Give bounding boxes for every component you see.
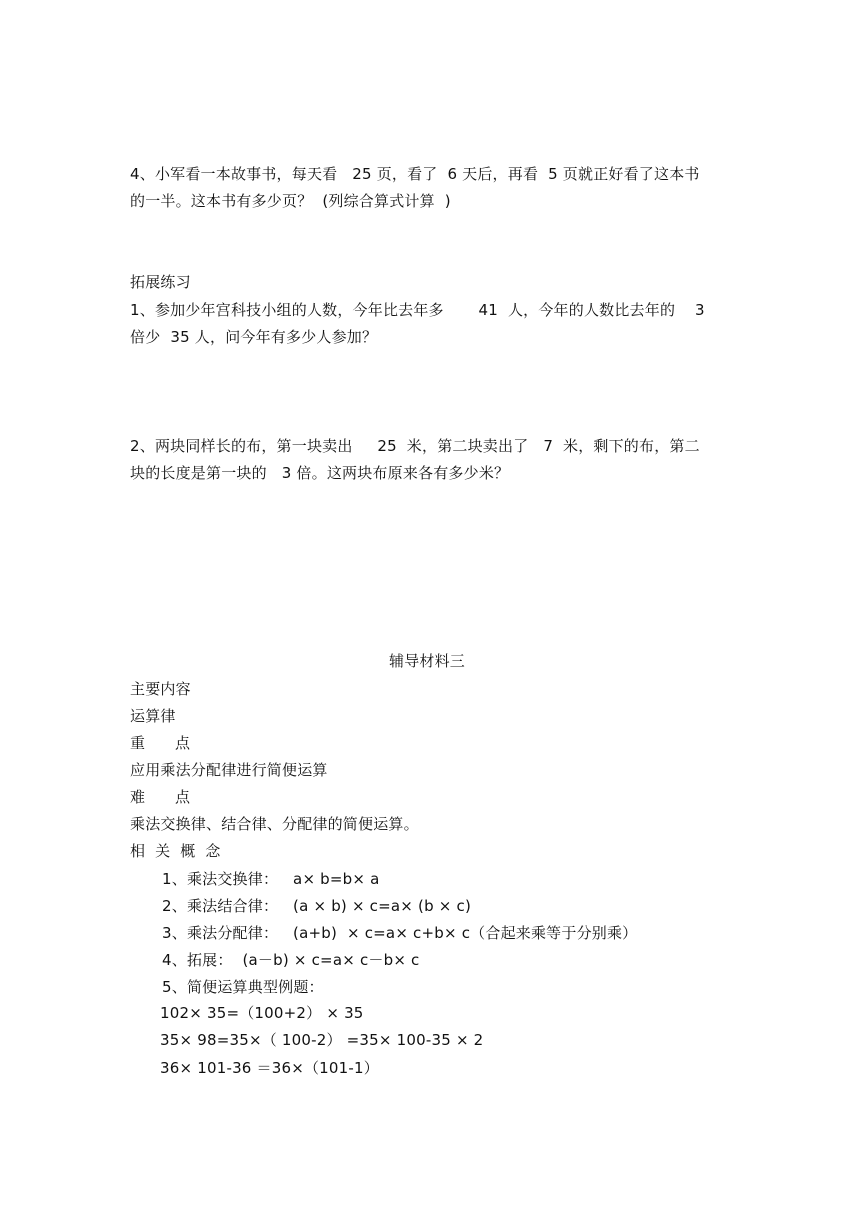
extension-heading: 拓展练习: [130, 273, 191, 291]
material-title: 辅导材料三: [389, 652, 466, 670]
difficulty-label: 难 点: [130, 788, 191, 806]
difficulty: 乘法交换律、结合律、分配律的简便运算。: [130, 815, 419, 833]
problem-4-line-1: 4、小军看一本故事书，每天看 25 页，看了 6 天后，再看 5 页就正好看了这本书: [130, 165, 700, 183]
main-content-label: 主要内容: [130, 680, 191, 698]
concepts-label: 相 关 概 念: [130, 842, 221, 860]
extension-q2-line-2: 块的长度是第一块的 3 倍。这两块布原来各有多少米？: [130, 464, 510, 482]
key-point-label: 重 点: [130, 734, 191, 752]
concept-item: 1、乘法交换律： a× b=b× a: [162, 870, 380, 888]
extension-q1-line-2: 倍少 35 人，问今年有多少人参加？: [130, 328, 378, 346]
example-item: 36× 101-36 ＝36×（101-1）: [160, 1059, 379, 1077]
concept-item: 5、简便运算典型例题：: [162, 978, 324, 996]
example-item: 102× 35=（100+2） × 35: [160, 1004, 364, 1022]
concept-item: 2、乘法结合律： (a × b) × c=a× (b × c): [162, 897, 471, 915]
example-item: 35× 98=35×（ 100-2） =35× 100-35 × 2: [160, 1031, 484, 1049]
key-point: 应用乘法分配律进行简便运算: [130, 761, 328, 779]
main-content: 运算律: [130, 707, 176, 725]
concept-item: 3、乘法分配律： (a+b) × c=a× c+b× c（合起来乘等于分别乘）: [162, 924, 638, 942]
concept-item: 4、拓展： (a－b) × c=a× c－b× c: [162, 951, 420, 969]
extension-q2-line-1: 2、两块同样长的布，第一块卖出 25 米，第二块卖出了 7 米，剩下的布，第二: [130, 437, 700, 455]
extension-q1-line-1: 1、参加少年宫科技小组的人数，今年比去年多 41 人，今年的人数比去年的 3: [130, 301, 705, 319]
problem-4-line-2: 的一半。这本书有多少页？ (列综合算式计算 ): [130, 192, 451, 210]
